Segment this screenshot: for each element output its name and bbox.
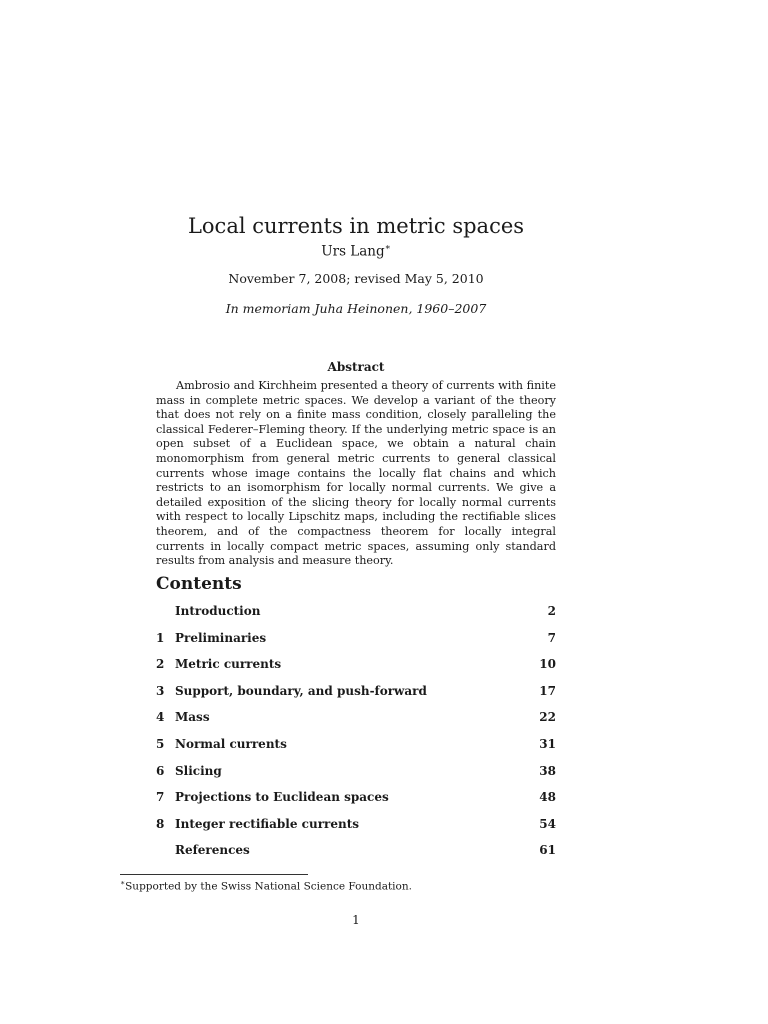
toc-entry[interactable] [156,710,556,737]
toc-entry-page: 38 [539,763,556,778]
toc-entry-number: 7 [156,790,165,805]
footnote-rule [120,874,308,875]
date-line: November 7, 2008; revised May 5, 2010 [228,271,484,286]
toc-entry-number: 5 [156,736,165,751]
footnote-mark: ∗ [120,878,126,887]
toc-entry-label: Integer rectifiable currents [175,816,360,831]
toc-entry-label: Projections to Euclidean spaces [175,790,389,805]
table-of-contents [156,604,556,870]
dedication: In memoriam Juha Heinonen, 1960–2007 [225,301,487,316]
toc-entry-number: 8 [156,816,165,831]
page-number: 1 [352,913,360,927]
toc-entry-label: Slicing [175,763,222,778]
toc-entry[interactable] [156,657,556,684]
toc-entry-label: Normal currents [175,736,287,751]
toc-entry-page: 7 [547,630,556,645]
toc-entry-number: 2 [156,657,165,672]
toc-entry-page: 61 [539,843,556,858]
paper-title: Local currents in metric spaces [187,214,525,239]
toc-entry[interactable] [156,684,556,711]
toc-entry[interactable] [156,737,556,764]
toc-entry[interactable] [156,631,556,658]
toc-entry-page: 10 [539,657,556,672]
toc-entry[interactable] [156,843,556,870]
toc-entry[interactable] [156,764,556,791]
author-name: Urs Lang [321,243,385,260]
toc-entry-page: 22 [539,710,556,725]
abstract-body: Ambrosio and Kirchheim presented a theory of currents with finite mass in complete metric spaces. We develop a variant of the theory that does not rely on a finite mass condition, closely paralleling the classical Federer–Fleming theory. If the underlying metric space is an open subset of a Euclidean space, we obtain a natural chain monomorphism from general metric currents to general classical currents whose image contains the locally flat chains and which restricts to an isomorphism for locally normal currents. We give a detailed exposition of the slicing theory for locally normal currents with respect to locally Lipschitz maps, including the rectifiable slices theorem, and of the compactness theorem for locally integral currents in locally compact metric spaces, assuming only standard results from analysis and measure theory. [156,379,556,568]
toc-entry-number: 6 [156,763,165,778]
toc-entry-page: 2 [547,604,556,618]
abstract-heading: Abstract [327,360,385,374]
contents-heading: Contents [156,574,242,594]
author-footnote-mark: ∗ [384,243,391,253]
toc-entry-number: 4 [156,710,165,725]
toc-entry-page: 48 [539,790,556,805]
toc-entry-number: 3 [156,683,165,698]
toc-entry[interactable] [156,817,556,844]
toc-entry-label: References [175,843,250,858]
toc-entry-label: Metric currents [175,657,282,672]
toc-entry-label: Preliminaries [175,630,267,645]
footnote-text: Supported by the Swiss National Science Foundation. [125,880,412,893]
toc-entry-page: 17 [539,683,556,698]
toc-entry[interactable] [156,790,556,817]
toc-entry-label: Introduction [175,604,261,618]
toc-entry[interactable] [156,604,556,631]
toc-entry-page: 31 [539,736,556,751]
footnote [120,878,412,893]
toc-entry-label: Support, boundary, and push-forward [175,683,427,698]
toc-entry-page: 54 [539,816,556,831]
toc-entry-number: 1 [156,630,165,645]
author-line [0,243,712,260]
toc-entry-label: Mass [175,710,210,725]
